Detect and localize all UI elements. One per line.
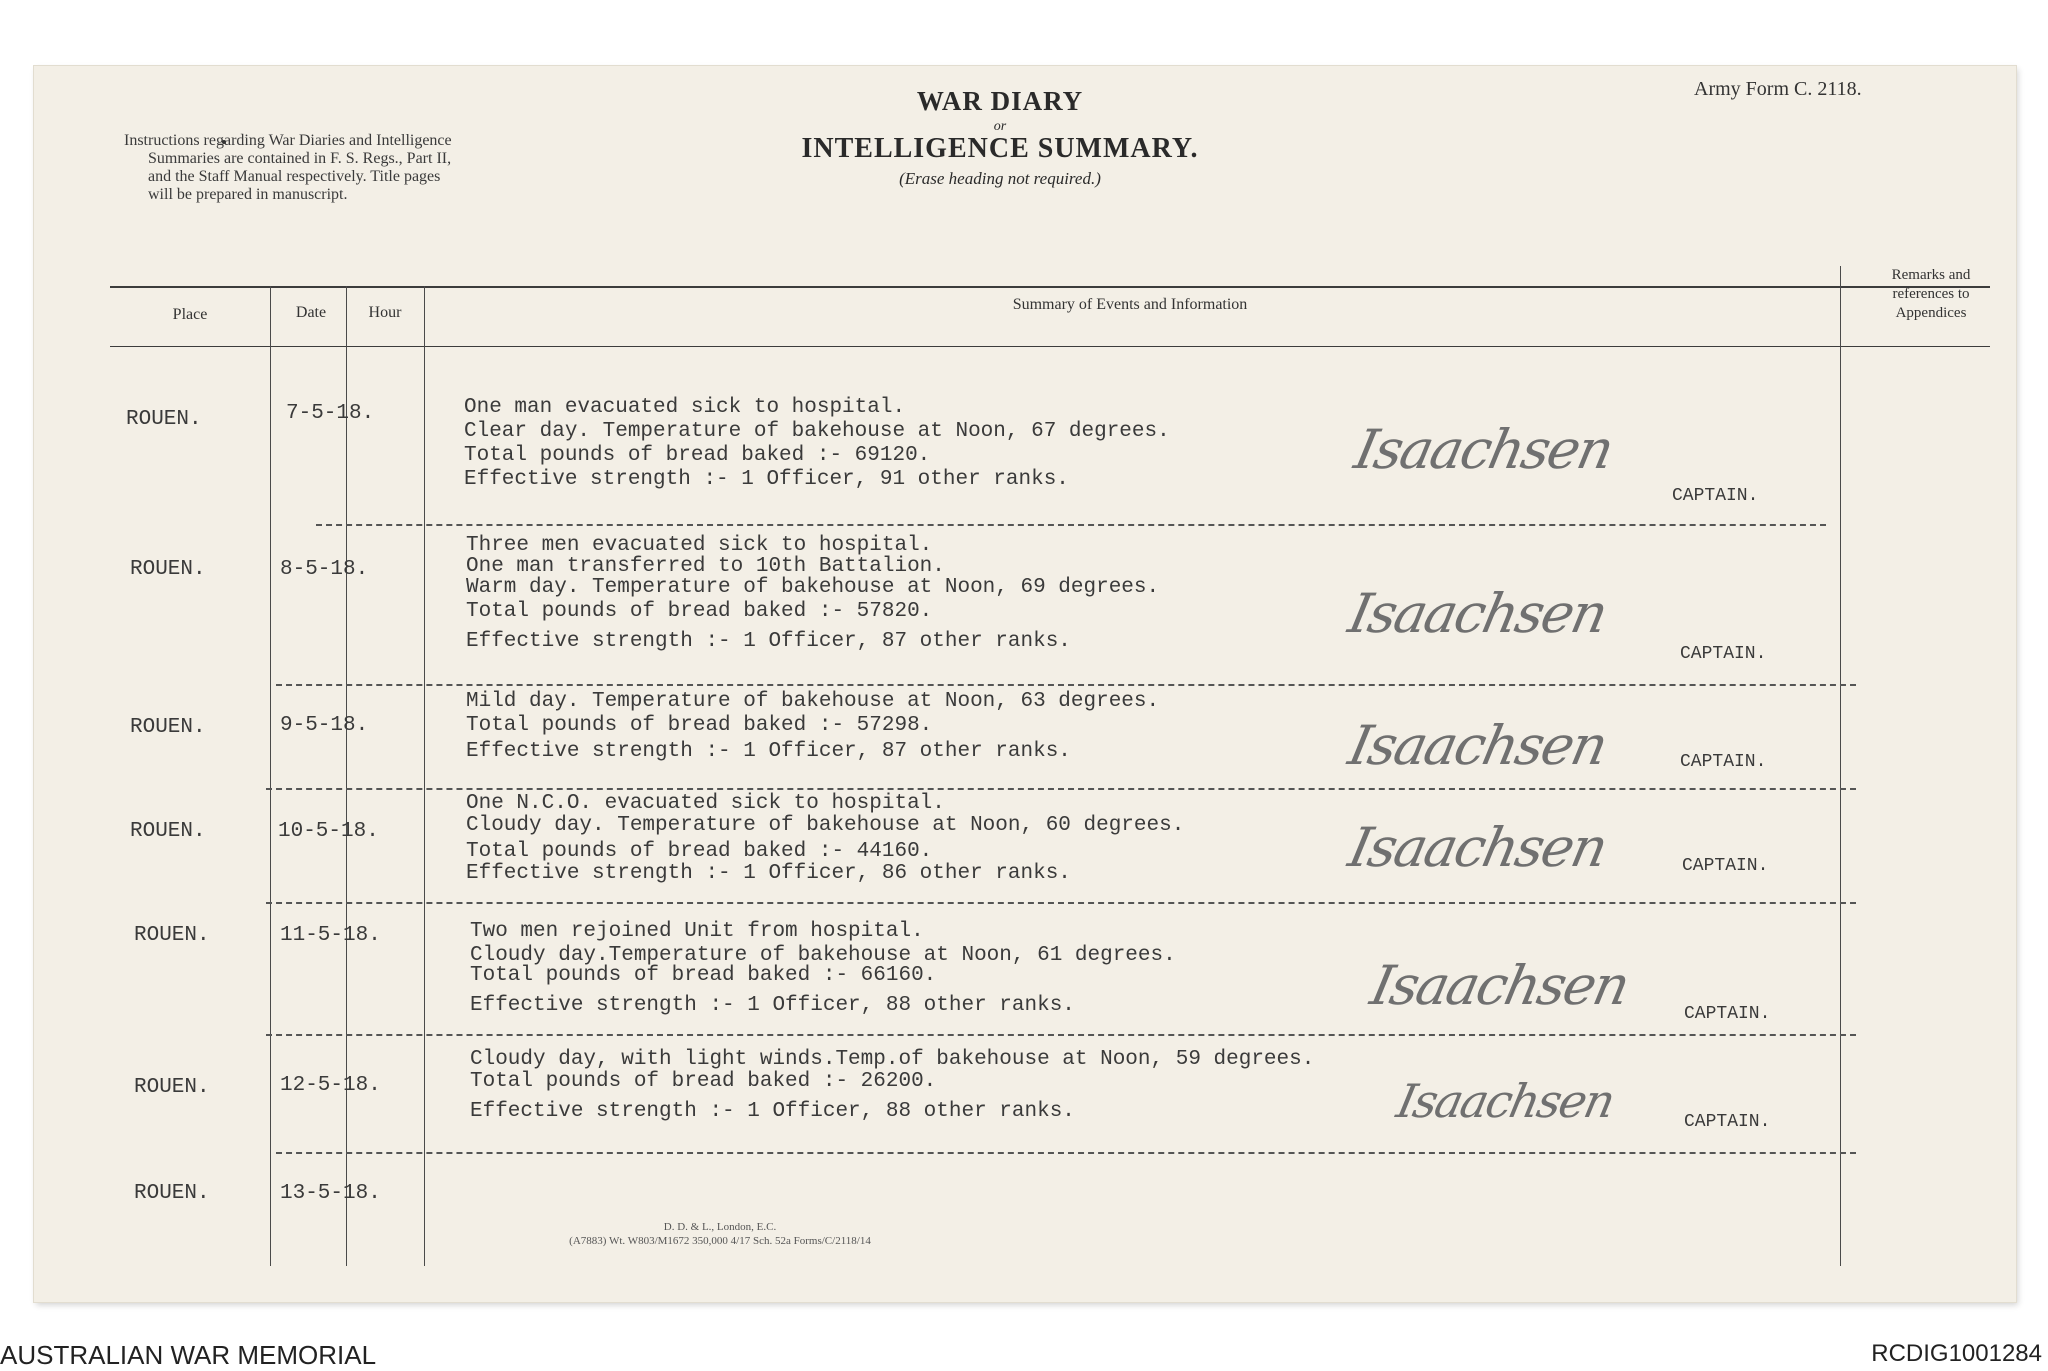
- header-top-rule: [110, 286, 1990, 288]
- rank-label: CAPTAIN.: [1684, 1004, 1771, 1024]
- entry-date: 7-5-18.: [286, 402, 375, 425]
- entry-line: Total pounds of bread baked :- 26200.: [470, 1070, 937, 1093]
- rank-label: CAPTAIN.: [1682, 856, 1769, 876]
- title-war-diary: WAR DIARY: [916, 86, 1084, 116]
- entry-line: Effective strength :- 1 Officer, 87 other ranks.: [466, 630, 1071, 653]
- entry-line: Cloudy day, with light winds.Temp.of bakehouse at Noon, 59 degrees.: [470, 1048, 1315, 1071]
- entry-date: 11-5-18.: [280, 924, 381, 947]
- rank-label: CAPTAIN.: [1684, 1112, 1771, 1132]
- rank-label: CAPTAIN.: [1672, 486, 1759, 506]
- signature: Isaachsen: [1365, 954, 1634, 1017]
- col-header-hour: Hour: [368, 304, 402, 321]
- entry-place: ROUEN.: [134, 924, 210, 947]
- entry-date: 8-5-18.: [280, 558, 369, 581]
- entry-text: [466, 792, 1184, 884]
- entry-date: 9-5-18.: [280, 714, 369, 737]
- entry-line: Effective strength :- 1 Officer, 87 other ranks.: [466, 740, 1071, 763]
- entry-line: Two men rejoined Unit from hospital.: [470, 920, 924, 943]
- entry-line: Clear day. Temperature of bakehouse at Noon, 67 degrees.: [464, 420, 1170, 443]
- signature: Isaachsen: [1343, 714, 1612, 777]
- remarks-line: references to: [1892, 286, 1970, 302]
- signature: Isaachsen: [1343, 816, 1612, 879]
- entry-line: Total pounds of bread baked :- 44160.: [466, 840, 933, 863]
- entry-text: [466, 534, 1159, 654]
- instructions-line: Summaries are contained in F. S. Regs., Part II,: [148, 150, 452, 167]
- remarks-line: Remarks and: [1891, 267, 1971, 283]
- entry-line: Effective strength :- 1 Officer, 91 other ranks.: [464, 468, 1069, 491]
- archive-id: RCDIG1001284: [1871, 1340, 2042, 1367]
- entry-line: Total pounds of bread baked :- 57820.: [466, 600, 933, 623]
- title-block: [760, 86, 1240, 189]
- instructions-text: [124, 132, 624, 204]
- signature: Isaachsen: [1343, 582, 1612, 645]
- entry-line: Total pounds of bread baked :- 57298.: [466, 714, 933, 737]
- entry-place: ROUEN.: [130, 820, 206, 843]
- instructions-line: will be prepared in manuscript.: [148, 186, 348, 203]
- entry-line: Total pounds of bread baked :- 69120.: [464, 444, 931, 467]
- diary-entry: [34, 790, 2016, 892]
- header-bottom-rule: [110, 346, 1990, 347]
- entry-line: Cloudy day.Temperature of bakehouse at Noon, 61 degrees.: [470, 944, 1176, 967]
- diary-entry: [34, 528, 2016, 678]
- printer-line: (A7883) Wt. W803/M1672 350,000 4/17 Sch. 52a Forms/C/2118/14: [569, 1235, 871, 1247]
- diary-entry: [34, 390, 2016, 520]
- entry-line: Cloudy day. Temperature of bakehouse at Noon, 60 degrees.: [466, 814, 1185, 837]
- entry-line: Mild day. Temperature of bakehouse at Noon, 63 degrees.: [466, 690, 1160, 713]
- instructions-line: and the Staff Manual respectively. Title pages: [148, 168, 441, 185]
- entry-place: ROUEN.: [126, 408, 202, 431]
- title-intelligence-summary: INTELLIGENCE SUMMARY.: [801, 133, 1199, 164]
- archive-caption: AUSTRALIAN WAR MEMORIAL: [0, 1340, 377, 1370]
- col-header-place: Place: [172, 306, 208, 323]
- entry-line: One man evacuated sick to hospital.: [464, 396, 906, 419]
- entry-line: Total pounds of bread baked :- 66160.: [470, 964, 937, 987]
- entry-date: 12-5-18.: [280, 1074, 381, 1097]
- printer-line: D. D. & L., London, E.C.: [663, 1221, 777, 1233]
- entry-line: One man transferred to 10th Battalion.: [466, 555, 945, 578]
- title-or: or: [993, 119, 1007, 134]
- entry-line: Three men evacuated sick to hospital.: [466, 534, 933, 557]
- entry-line: Warm day. Temperature of bakehouse at Noon, 69 degrees.: [466, 576, 1160, 599]
- diary-entry: [34, 1154, 2016, 1214]
- diary-entry: [34, 1036, 2016, 1146]
- entry-date: 13-5-18.: [280, 1182, 381, 1205]
- entry-place: ROUEN.: [130, 716, 206, 739]
- diary-entry: [34, 686, 2016, 786]
- diary-entry: [34, 904, 2016, 1032]
- entry-place: ROUEN.: [134, 1076, 210, 1099]
- title-note: (Erase heading not required.): [899, 169, 1101, 188]
- instructions-line: Instructions regarding War Diaries and Intelligence: [124, 132, 452, 149]
- entry-place: ROUEN.: [134, 1182, 210, 1205]
- col-header-summary: Summary of Events and Information: [1012, 296, 1248, 313]
- army-form-label: Army Form C. 2118.: [1694, 78, 1862, 100]
- entry-text: [464, 396, 1170, 492]
- entry-text: [470, 1048, 1314, 1124]
- signature: Isaachsen: [1349, 418, 1618, 481]
- printer-imprint: [470, 1220, 970, 1248]
- entry-line: Effective strength :- 1 Officer, 88 other ranks.: [470, 1100, 1075, 1123]
- entry-date: 10-5-18.: [278, 820, 379, 843]
- col-header-date: Date: [295, 304, 327, 321]
- entry-line: Effective strength :- 1 Officer, 86 other ranks.: [466, 862, 1071, 885]
- signature: Isaachsen: [1392, 1074, 1619, 1128]
- entry-line: One N.C.O. evacuated sick to hospital.: [466, 792, 945, 815]
- entry-text: [466, 690, 1159, 764]
- rank-label: CAPTAIN.: [1680, 752, 1767, 772]
- entry-place: ROUEN.: [130, 558, 206, 581]
- rank-label: CAPTAIN.: [1680, 644, 1767, 664]
- remarks-line: Appendices: [1895, 305, 1967, 321]
- entry-line: Effective strength :- 1 Officer, 88 other ranks.: [470, 994, 1075, 1017]
- entry-text: [470, 920, 1176, 1018]
- entry-separator: [316, 524, 1826, 526]
- col-header-remarks: [1846, 266, 2016, 323]
